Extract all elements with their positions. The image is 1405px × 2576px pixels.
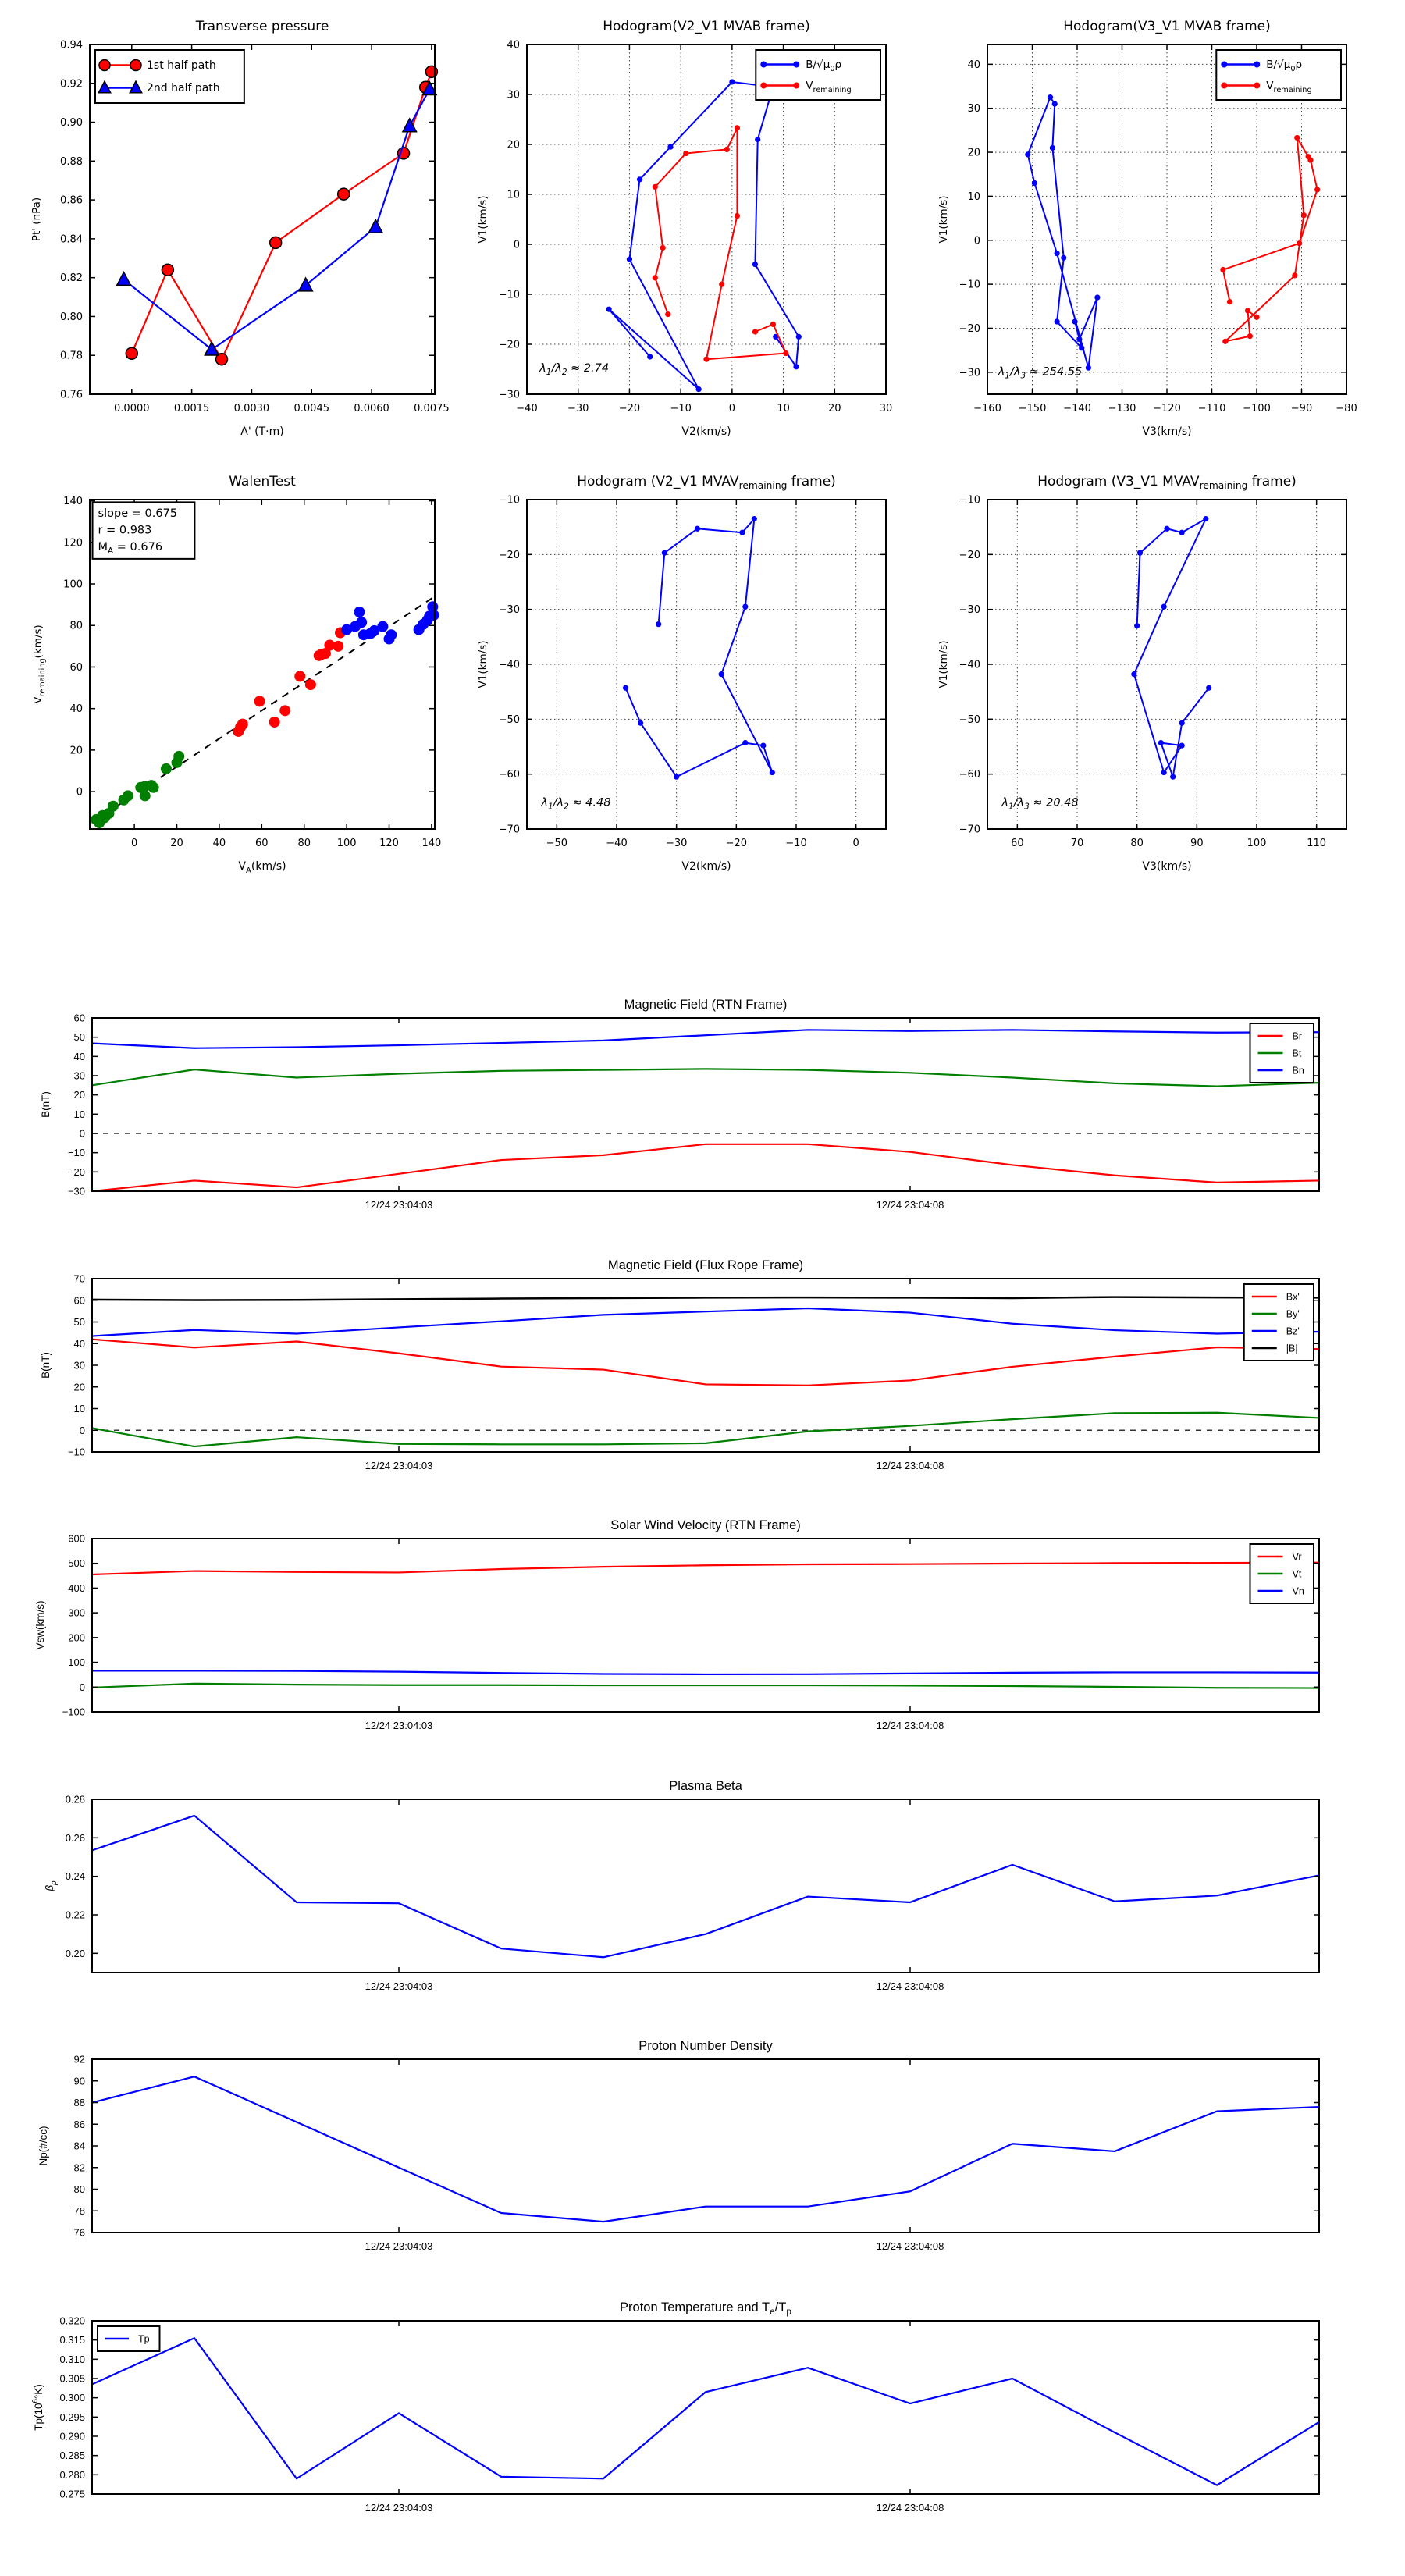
svg-text:−30: −30	[959, 604, 980, 617]
series-Br	[92, 1144, 1319, 1191]
svg-text:10: 10	[777, 403, 790, 415]
svg-text:slope = 0.675: slope = 0.675	[98, 507, 178, 520]
svg-text:12/24 23:04:03: 12/24 23:04:03	[365, 2502, 433, 2514]
series-V-remaining-hodogram	[1131, 516, 1211, 780]
svg-text:−30: −30	[959, 367, 980, 379]
annotation	[93, 502, 195, 559]
svg-text:−10: −10	[498, 494, 520, 507]
svg-text:−30: −30	[567, 403, 589, 415]
annotation	[1001, 796, 1078, 811]
svg-text:V2(km/s): V2(km/s)	[681, 425, 731, 438]
chart-proton-temp	[31, 2300, 1319, 2514]
chart-hodogram-v3v1-mvav	[937, 474, 1346, 873]
svg-text:12/24 23:04:03: 12/24 23:04:03	[365, 1720, 433, 1731]
svg-text:60: 60	[73, 1012, 85, 1024]
svg-text:40: 40	[69, 703, 83, 716]
svg-text:10: 10	[73, 1403, 85, 1414]
svg-text:0.305: 0.305	[59, 2372, 85, 2385]
series-V-remaining-hodogram	[623, 516, 775, 780]
svg-text:0: 0	[130, 838, 138, 849]
svg-text:−10: −10	[959, 279, 980, 291]
chart-b-rtn	[40, 998, 1319, 1211]
svg-text:0.26: 0.26	[65, 1831, 85, 1844]
svg-text:−10: −10	[785, 838, 807, 849]
svg-text:10: 10	[507, 189, 520, 201]
svg-text:Vr: Vr	[1292, 1551, 1302, 1563]
svg-text:0: 0	[79, 1424, 85, 1436]
svg-text:0.94: 0.94	[60, 39, 83, 52]
svg-text:40: 40	[73, 1337, 85, 1350]
svg-text:V2(km/s): V2(km/s)	[681, 860, 731, 873]
svg-text:80: 80	[1130, 838, 1144, 849]
svg-text:Vt: Vt	[1292, 1568, 1302, 1580]
svg-text:120: 120	[379, 838, 399, 849]
axes-frame	[74, 2054, 1319, 2253]
svg-text:Hodogram (V3_V1 MVAVremaining​: Hodogram (V3_V1 $MVAV_{remaining}$ frame)	[1037, 474, 1297, 491]
legend	[1250, 1544, 1314, 1603]
svg-text:−90: −90	[1290, 403, 1313, 415]
svg-text:βp​: $\beta_p$	[44, 1880, 59, 1891]
svg-text:−30: −30	[67, 1185, 85, 1197]
series-Vn	[92, 1670, 1319, 1674]
axis-labels	[37, 2039, 773, 2166]
svg-text:60: 60	[69, 661, 83, 674]
svg-text:Bt: Bt	[1292, 1048, 1302, 1059]
svg-text:MA​ = 0.676: $M_A = 0.676$	[98, 540, 163, 556]
axis-labels	[40, 998, 787, 1118]
svg-text:−80: −80	[1336, 403, 1357, 415]
svg-text:12/24 23:04:03: 12/24 23:04:03	[365, 1980, 433, 1992]
plot-plasma-beta	[44, 1779, 1319, 1992]
svg-text:0.92: 0.92	[60, 78, 83, 91]
svg-text:−100: −100	[1243, 403, 1271, 415]
svg-text:0: 0	[76, 786, 83, 799]
svg-text:0.20: 0.20	[65, 1947, 85, 1959]
svg-text:0: 0	[728, 403, 735, 415]
svg-text:20: 20	[73, 1089, 85, 1101]
svg-text:−70: −70	[498, 824, 520, 836]
svg-text:−50: −50	[498, 713, 520, 726]
svg-text:Vn: Vn	[1292, 1585, 1304, 1597]
svg-text:40: 40	[967, 59, 980, 71]
svg-text:0.80: 0.80	[60, 311, 83, 323]
svg-text:0: 0	[79, 1127, 85, 1140]
svg-text:30: 30	[967, 103, 980, 116]
plot-hodogram-v2v1-mvab	[477, 19, 893, 438]
svg-text:Pt' (nPa): Pt' (nPa)	[30, 197, 43, 242]
legend	[98, 2326, 160, 2351]
svg-text:12/24 23:04:08: 12/24 23:04:08	[876, 1199, 944, 1211]
chart-transverse-pressure	[30, 19, 450, 438]
svg-text:−100: −100	[62, 1706, 85, 1718]
svg-text:−20: −20	[498, 549, 520, 561]
series-By-prime	[92, 1413, 1319, 1446]
axes-frame	[66, 1794, 1319, 1993]
svg-text:Magnetic Field (Flux Rope Fram: Magnetic Field (Flux Rope Frame)	[607, 1258, 804, 1272]
svg-text:Vremaining​: $V_{remaining}$	[1266, 80, 1312, 94]
svg-text:−150: −150	[1018, 403, 1047, 415]
series-Bn	[92, 1030, 1319, 1048]
svg-text:12/24 23:04:08: 12/24 23:04:08	[876, 2502, 944, 2514]
series-B-alfven	[606, 79, 802, 392]
svg-text:90: 90	[1190, 838, 1204, 849]
svg-text:B/√μ0​ρ: $B/√\mu_0\rho$	[1266, 59, 1303, 73]
svg-text:0.0045: 0.0045	[293, 403, 330, 415]
svg-text:−10: −10	[67, 1147, 85, 1159]
series-1st-half-path	[126, 66, 437, 365]
svg-text:78: 78	[73, 2204, 85, 2217]
svg-text:λ1​/λ2​ ≈ 2.74: $\lambda_1/\lambda_2 \approx 2.74$	[539, 361, 610, 377]
chart-b-fluxrope	[40, 1258, 1319, 1471]
plot-hodogram-v2v1-mvav	[477, 474, 886, 873]
svg-text:0.315: 0.315	[59, 2334, 85, 2347]
svg-text:Plasma Beta: Plasma Beta	[669, 1779, 742, 1793]
svg-text:Magnetic Field (RTN Frame): Magnetic Field (RTN Frame)	[624, 998, 788, 1012]
series-V-remaining	[1220, 135, 1320, 344]
svg-text:400: 400	[68, 1582, 85, 1594]
svg-text:V1(km/s): V1(km/s)	[937, 195, 950, 244]
svg-text:Br: Br	[1292, 1030, 1302, 1042]
svg-text:WalenTest: WalenTest	[229, 474, 296, 489]
svg-text:Solar Wind Velocity (RTN Frame: Solar Wind Velocity (RTN Frame)	[610, 1518, 801, 1532]
svg-text:12/24 23:04:08: 12/24 23:04:08	[876, 1720, 944, 1731]
svg-text:−20: −20	[959, 549, 980, 561]
svg-text:500: 500	[68, 1557, 85, 1570]
svg-text:−10: −10	[498, 289, 520, 301]
chart-hodogram-v2v1-mvab	[477, 19, 893, 438]
svg-text:|B|: |B|	[1286, 1343, 1298, 1354]
series-B-alfven	[1025, 94, 1100, 371]
svg-text:−50: −50	[959, 713, 980, 726]
svg-text:600: 600	[68, 1532, 85, 1545]
svg-text:−50: −50	[546, 838, 568, 849]
series-2nd-half-path	[117, 82, 436, 355]
svg-text:0.28: 0.28	[65, 1793, 85, 1806]
annotation	[539, 362, 609, 377]
svg-text:0: 0	[973, 235, 980, 247]
annotation	[540, 796, 610, 811]
chart-hodogram-v3v1-mvab	[937, 19, 1357, 438]
svg-text:0.78: 0.78	[60, 350, 83, 362]
svg-text:10: 10	[967, 190, 980, 203]
svg-text:Vsw(km/s): Vsw(km/s)	[34, 1600, 46, 1650]
svg-text:0.90: 0.90	[60, 117, 83, 130]
svg-text:80: 80	[73, 2183, 85, 2195]
svg-text:−140: −140	[1063, 403, 1091, 415]
svg-text:0.275: 0.275	[59, 2488, 85, 2500]
series-first-interval	[91, 751, 184, 828]
axis-labels	[40, 1258, 803, 1379]
svg-text:12/24 23:04:03: 12/24 23:04:03	[365, 1460, 433, 1471]
svg-text:Np(#/cc): Np(#/cc)	[37, 2126, 49, 2166]
svg-text:84: 84	[73, 2140, 85, 2152]
svg-text:−60: −60	[498, 769, 520, 781]
svg-text:−20: −20	[498, 339, 520, 351]
svg-text:Hodogram(V3_V1 MVAB frame): Hodogram(V3_V1 MVAB frame)	[1063, 19, 1271, 34]
svg-text:12/24 23:04:08: 12/24 23:04:08	[876, 2240, 944, 2252]
svg-text:0.0000: 0.0000	[114, 403, 150, 415]
svg-text:0.0060: 0.0060	[354, 403, 389, 415]
svg-text:V1(km/s): V1(km/s)	[477, 640, 489, 688]
svg-text:140: 140	[63, 496, 83, 508]
svg-text:V1(km/s): V1(km/s)	[937, 640, 950, 688]
plot-b-rtn	[40, 998, 1319, 1211]
svg-text:12/24 23:04:08: 12/24 23:04:08	[876, 1980, 944, 1992]
svg-text:−10: −10	[67, 1446, 85, 1458]
svg-text:100: 100	[336, 838, 357, 849]
svg-text:Hodogram (V2_V1 MVAVremaining​: Hodogram (V2_V1 $MVAV_{remaining}$ frame)	[577, 474, 836, 491]
chart-hodogram-v2v1-mvav	[477, 474, 886, 873]
series-mid-interval	[233, 628, 346, 737]
svg-text:76: 76	[73, 2226, 85, 2239]
svg-text:−20: −20	[959, 322, 980, 335]
svg-text:12/24 23:04:03: 12/24 23:04:03	[365, 2240, 433, 2252]
svg-text:0.0030: 0.0030	[233, 403, 270, 415]
grid	[987, 500, 1346, 829]
svg-text:300: 300	[68, 1606, 85, 1619]
svg-text:−60: −60	[959, 769, 980, 781]
legend	[95, 50, 244, 103]
legend	[1216, 50, 1341, 100]
axes-frame	[68, 1012, 1319, 1212]
svg-text:20: 20	[73, 1381, 85, 1393]
series-beta-p	[92, 1816, 1319, 1957]
svg-text:82: 82	[73, 2161, 85, 2174]
legend	[756, 50, 880, 100]
plot-transverse-pressure	[30, 19, 450, 438]
svg-text:−10: −10	[670, 403, 692, 415]
svg-text:0.290: 0.290	[59, 2430, 85, 2443]
series-Np	[92, 2076, 1319, 2222]
svg-text:0.88: 0.88	[60, 155, 83, 168]
svg-text:80: 80	[297, 838, 311, 849]
svg-text:Vremaining​(km/s): $V_{remaining}(km/s)$	[32, 624, 47, 704]
svg-text:0.76: 0.76	[60, 389, 83, 401]
svg-text:−160: −160	[973, 403, 1001, 415]
plot-proton-density	[37, 2039, 1319, 2252]
grid	[527, 500, 886, 829]
svg-text:−70: −70	[959, 824, 980, 836]
svg-text:90: 90	[73, 2075, 85, 2087]
svg-text:20: 20	[170, 838, 183, 849]
svg-text:0.22: 0.22	[65, 1909, 85, 1921]
svg-text:Bx': Bx'	[1286, 1291, 1300, 1303]
svg-text:r = 0.983: r = 0.983	[98, 524, 152, 537]
svg-text:0.300: 0.300	[59, 2392, 85, 2404]
svg-text:0: 0	[852, 838, 859, 849]
svg-text:−20: −20	[618, 403, 641, 415]
svg-text:−20: −20	[67, 1165, 85, 1178]
svg-text:Bn: Bn	[1292, 1065, 1304, 1076]
plot-b-fluxrope	[40, 1258, 1319, 1471]
chart-proton-density	[37, 2039, 1319, 2252]
svg-text:120: 120	[63, 537, 83, 550]
svg-text:80: 80	[69, 620, 83, 632]
svg-text:100: 100	[1247, 838, 1267, 849]
svg-text:60: 60	[73, 1294, 85, 1307]
svg-text:30: 30	[507, 89, 520, 101]
axes-frame	[59, 2315, 1319, 2514]
svg-text:Proton Number Density: Proton Number Density	[638, 2039, 773, 2053]
plot-walen-test	[32, 474, 442, 875]
series-Vt	[92, 1684, 1319, 1688]
chart-walen-test	[32, 474, 442, 875]
svg-text:110: 110	[1307, 838, 1327, 849]
svg-text:0.24: 0.24	[65, 1870, 85, 1883]
svg-text:−30: −30	[498, 604, 520, 617]
svg-text:−110: −110	[1197, 403, 1226, 415]
svg-text:70: 70	[73, 1272, 85, 1285]
svg-text:0.86: 0.86	[60, 194, 83, 207]
svg-text:30: 30	[73, 1359, 85, 1372]
legend	[1244, 1284, 1314, 1361]
svg-text:12/24 23:04:08: 12/24 23:04:08	[876, 1460, 944, 1471]
svg-text:−40: −40	[516, 403, 538, 415]
svg-text:−30: −30	[665, 838, 688, 849]
svg-text:−120: −120	[1153, 403, 1181, 415]
svg-text:60: 60	[1011, 838, 1024, 849]
svg-text:0.84: 0.84	[60, 233, 83, 246]
svg-text:0.0015: 0.0015	[173, 403, 210, 415]
svg-text:92: 92	[73, 2053, 85, 2065]
series-Bx-prime	[92, 1340, 1319, 1386]
svg-text:Hodogram(V2_V1 MVAB frame): Hodogram(V2_V1 MVAB frame)	[603, 19, 810, 34]
annotation	[998, 365, 1082, 380]
svg-text:0.320: 0.320	[59, 2314, 85, 2327]
svg-text:140: 140	[422, 838, 442, 849]
svg-text:30: 30	[879, 403, 893, 415]
svg-text:By': By'	[1286, 1308, 1300, 1320]
svg-text:−130: −130	[1108, 403, 1136, 415]
svg-text:88: 88	[73, 2097, 85, 2108]
svg-text:20: 20	[69, 745, 83, 757]
svg-text:0: 0	[79, 1681, 85, 1693]
svg-text:50: 50	[73, 1316, 85, 1328]
series-B-magnitude	[92, 1297, 1319, 1300]
svg-text:0.0075: 0.0075	[414, 403, 450, 415]
svg-text:−10: −10	[959, 494, 980, 507]
svg-text:0.280: 0.280	[59, 2468, 85, 2481]
svg-text:0.82: 0.82	[60, 272, 83, 285]
svg-text:0.310: 0.310	[59, 2353, 85, 2365]
legend	[1250, 1023, 1314, 1083]
svg-text:λ1​/λ3​ ≈ 254.55: $\lambda_1/\lambda_3 \approx 254.55$	[998, 365, 1083, 381]
svg-text:−40: −40	[606, 838, 628, 849]
series-Vr	[92, 1563, 1319, 1574]
axis-labels	[937, 474, 1297, 873]
svg-text:λ1​/λ3​ ≈ 20.48: $\lambda_1/\lambda_3 \approx 20.48$	[1001, 796, 1079, 812]
plot-hodogram-v3v1-mvav	[937, 474, 1346, 873]
svg-text:VA​(km/s): $V_A(km/s)$	[238, 860, 286, 875]
svg-text:−40: −40	[959, 659, 980, 671]
svg-text:40: 40	[212, 838, 226, 849]
axis-labels	[44, 1779, 743, 1892]
svg-text:Transverse pressure: Transverse pressure	[195, 19, 329, 34]
svg-text:30: 30	[73, 1069, 85, 1082]
svg-text:Bz': Bz'	[1286, 1325, 1300, 1337]
svg-text:1st half path: 1st half path	[147, 59, 216, 72]
series-V-remaining	[653, 125, 789, 362]
svg-text:40: 40	[507, 39, 520, 52]
svg-text:V3(km/s): V3(km/s)	[1142, 860, 1192, 873]
svg-text:100: 100	[63, 578, 83, 591]
svg-text:2nd half path: 2nd half path	[147, 82, 220, 94]
plot-hodogram-v3v1-mvab	[937, 19, 1357, 438]
svg-text:0: 0	[513, 239, 520, 251]
svg-text:Proton Temperature and Te​/Tp​: Proton Temperature and $T_e/T_p$	[620, 2300, 791, 2317]
svg-text:V1(km/s): V1(km/s)	[477, 195, 489, 244]
svg-text:B(nT): B(nT)	[40, 1091, 52, 1118]
plot-proton-temp	[31, 2300, 1319, 2514]
series-Tp	[92, 2338, 1319, 2485]
svg-text:−20: −20	[725, 838, 748, 849]
svg-text:86: 86	[73, 2118, 85, 2130]
svg-text:−30: −30	[498, 389, 520, 401]
svg-text:B(nT): B(nT)	[40, 1352, 52, 1379]
svg-text:12/24 23:04:03: 12/24 23:04:03	[365, 1199, 433, 1211]
series-last-interval	[341, 601, 439, 644]
svg-text:A' (T·m): A' (T·m)	[240, 425, 284, 438]
svg-text:20: 20	[507, 139, 520, 151]
plot-vsw-rtn	[34, 1518, 1319, 1731]
chart-vsw-rtn	[34, 1518, 1319, 1731]
svg-text:70: 70	[1070, 838, 1084, 849]
svg-text:0.285: 0.285	[59, 2450, 85, 2462]
svg-text:10: 10	[73, 1108, 85, 1120]
svg-text:B/√μ0​ρ: $B/√\mu_0\rho$	[806, 59, 842, 73]
svg-text:200: 200	[68, 1631, 85, 1644]
axis-labels	[477, 474, 836, 873]
svg-text:20: 20	[828, 403, 841, 415]
svg-text:20: 20	[967, 147, 980, 159]
svg-text:50: 50	[73, 1031, 85, 1044]
svg-text:60: 60	[255, 838, 269, 849]
svg-text:Vremaining​: $V_{remaining}$	[806, 80, 852, 94]
series-Bt	[92, 1069, 1319, 1086]
svg-text:−40: −40	[498, 659, 520, 671]
svg-text:40: 40	[73, 1050, 85, 1062]
svg-text:V3(km/s): V3(km/s)	[1142, 425, 1192, 438]
svg-text:λ1​/λ2​ ≈ 4.48: $\lambda_1/\lambda_2 \approx 4.48$	[541, 796, 611, 812]
series-Bz-prime	[92, 1308, 1319, 1336]
svg-text:0.295: 0.295	[59, 2411, 85, 2423]
svg-text:Tp: Tp	[138, 2333, 150, 2345]
svg-text:100: 100	[68, 1656, 85, 1669]
svg-text:Tp(106​°K): $Tp(10^6^\circ K)$	[31, 2384, 44, 2431]
